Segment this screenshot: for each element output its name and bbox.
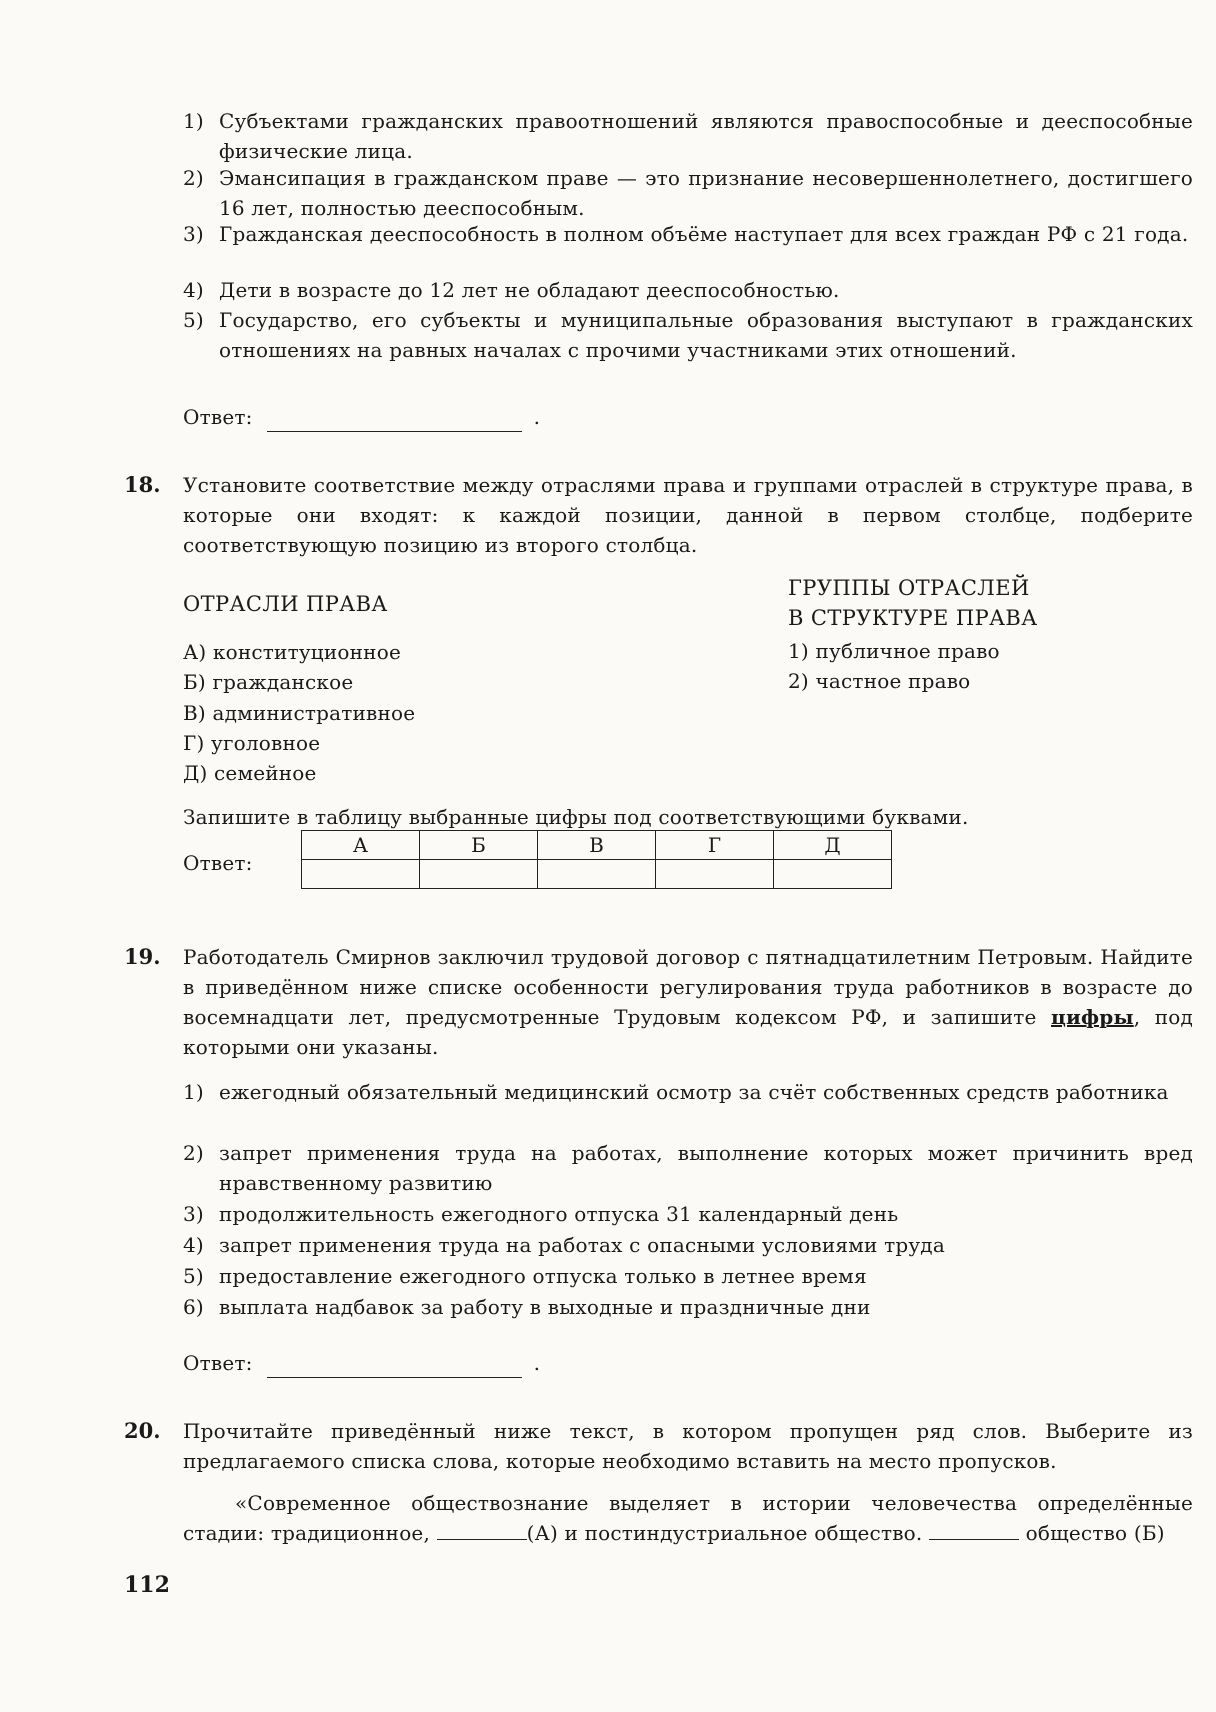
left-item-d: Д) семейное xyxy=(183,761,317,785)
option-text: предоставление ежегодного отпуска только в летнее время xyxy=(219,1264,867,1288)
option-number: 1) xyxy=(183,1080,204,1104)
left-column-heading: ОТРАСЛИ ПРАВА xyxy=(183,592,388,616)
table-header: Г xyxy=(656,831,774,860)
blank-a xyxy=(437,1519,527,1540)
option-text: Дети в возрасте до 12 лет не обладают дееспособностью. xyxy=(219,278,840,302)
table-header: А xyxy=(302,831,420,860)
q17-option-2 xyxy=(183,163,1193,223)
option-text: выплата надбавок за работу в выходные и праздничные дни xyxy=(219,1295,871,1319)
option-number: 4) xyxy=(183,1233,204,1257)
q20-quote-part2: (А) и постиндустриальное общество. xyxy=(526,1521,930,1545)
table-header: Д xyxy=(774,831,892,860)
option-number: 4) xyxy=(183,278,204,302)
table-answer-cell[interactable] xyxy=(420,860,538,889)
table-header: Б xyxy=(420,831,538,860)
q19-text xyxy=(183,942,1193,1062)
answer-dot: . xyxy=(533,1351,541,1375)
q17-option-3 xyxy=(183,219,1193,249)
blank-b xyxy=(929,1519,1019,1540)
answer-dot: . xyxy=(533,405,541,429)
q17-answer xyxy=(183,402,540,432)
option-text: ежегодный обязательный медицинский осмотр за счёт собственных средств работника xyxy=(219,1080,1169,1104)
q19-option-3 xyxy=(183,1199,1193,1229)
q19-number: 19. xyxy=(124,944,161,969)
option-text: запрет применения труда на работах, выполнение которых может причинить вред нравственному развитию xyxy=(219,1141,1193,1195)
q19-text-after: , под которыми они указаны. xyxy=(183,1005,1193,1059)
answer-label: Ответ: xyxy=(183,1351,253,1375)
option-text: Эмансипация в гражданском праве — это признание несовершеннолетнего, достигшего 16 лет, полностью дееспособным. xyxy=(219,166,1193,220)
q20-text: Прочитайте приведённый ниже текст, в котором пропущен ряд слов. Выберите из предлагаемого списка слова, которые необходимо вставить на место пропусков. xyxy=(183,1419,1193,1473)
right-column-heading-line2: В СТРУКТУРЕ ПРАВА xyxy=(788,606,1038,630)
answer-field[interactable] xyxy=(267,1355,522,1378)
q18-instruction: Запишите в таблицу выбранные цифры под соответствующими буквами. xyxy=(183,805,969,829)
table-answer-cell[interactable] xyxy=(774,860,892,889)
q19-option-4 xyxy=(183,1230,1193,1260)
q19-answer xyxy=(183,1348,540,1378)
right-item-2: 2) частное право xyxy=(788,669,971,693)
option-text: Гражданская дееспособность в полном объёме наступает для всех граждан РФ с 21 года. xyxy=(219,222,1189,246)
q20-quote xyxy=(183,1488,1193,1548)
option-text: запрет применения труда на работах с опасными условиями труда xyxy=(219,1233,945,1257)
option-number: 1) xyxy=(183,109,204,133)
q18-answer-label: Ответ: xyxy=(183,851,253,875)
answer-field[interactable] xyxy=(267,409,522,432)
q17-option-1 xyxy=(183,106,1193,166)
left-item-g: Г) уголовное xyxy=(183,731,321,755)
page-number: 112 xyxy=(124,1572,170,1598)
q18-number: 18. xyxy=(124,472,161,497)
q20-quote-part3: общество (Б) xyxy=(1019,1521,1165,1545)
q17-option-5 xyxy=(183,305,1193,365)
option-number: 3) xyxy=(183,1202,204,1226)
answer-table xyxy=(301,830,892,889)
left-item-v: В) административное xyxy=(183,701,416,725)
q20-quote-part1: «Современное обществознание выделяет в истории человечества определённые стадии: традиционное, xyxy=(183,1491,1193,1545)
q19-option-2 xyxy=(183,1138,1193,1198)
q19-option-5 xyxy=(183,1261,1193,1291)
option-number: 2) xyxy=(183,166,204,190)
option-number: 5) xyxy=(183,1264,204,1288)
q19-option-1 xyxy=(183,1077,1193,1107)
q19-text-emph: цифры xyxy=(1051,1005,1134,1029)
table-answer-cell[interactable] xyxy=(656,860,774,889)
option-text: Субъектами гражданских правоотношений являются правоспособные и дееспособные физические лица. xyxy=(219,109,1193,163)
right-item-1: 1) публичное право xyxy=(788,639,1000,663)
option-text: Государство, его субъекты и муниципальные образования выступают в гражданских отношениях на равных началах с прочими участниками этих отношений. xyxy=(219,308,1193,362)
option-text: продолжительность ежегодного отпуска 31 календарный день xyxy=(219,1202,899,1226)
option-number: 5) xyxy=(183,308,204,332)
option-number: 3) xyxy=(183,222,204,246)
q19-option-6 xyxy=(183,1292,1193,1322)
q20-number: 20. xyxy=(124,1418,161,1443)
option-number: 2) xyxy=(183,1141,204,1165)
right-column-heading-line1: ГРУППЫ ОТРАСЛЕЙ xyxy=(788,576,1030,600)
q17-option-4 xyxy=(183,275,1193,305)
table-header: В xyxy=(538,831,656,860)
table-answer-cell[interactable] xyxy=(538,860,656,889)
table-answer-cell[interactable] xyxy=(302,860,420,889)
left-item-b: Б) гражданское xyxy=(183,670,354,694)
q19-text-before: Работодатель Смирнов заключил трудовой договор с пятнадцатилетним Петровым. Найдите в приведённом ниже списке особенности регулирования труда работников в возрасте до восемнадцати лет, предусмотренные Трудовым кодексом РФ, и запишите xyxy=(183,945,1193,1029)
q18-text: Установите соответствие между отраслями права и группами отраслей в структуре права, в которые они входят: к каждой позиции, данной в первом столбце, подберите соответствующую позицию из второго столбца. xyxy=(183,473,1193,557)
answer-label: Ответ: xyxy=(183,405,253,429)
left-item-a: А) конституционное xyxy=(183,640,401,664)
option-number: 6) xyxy=(183,1295,204,1319)
